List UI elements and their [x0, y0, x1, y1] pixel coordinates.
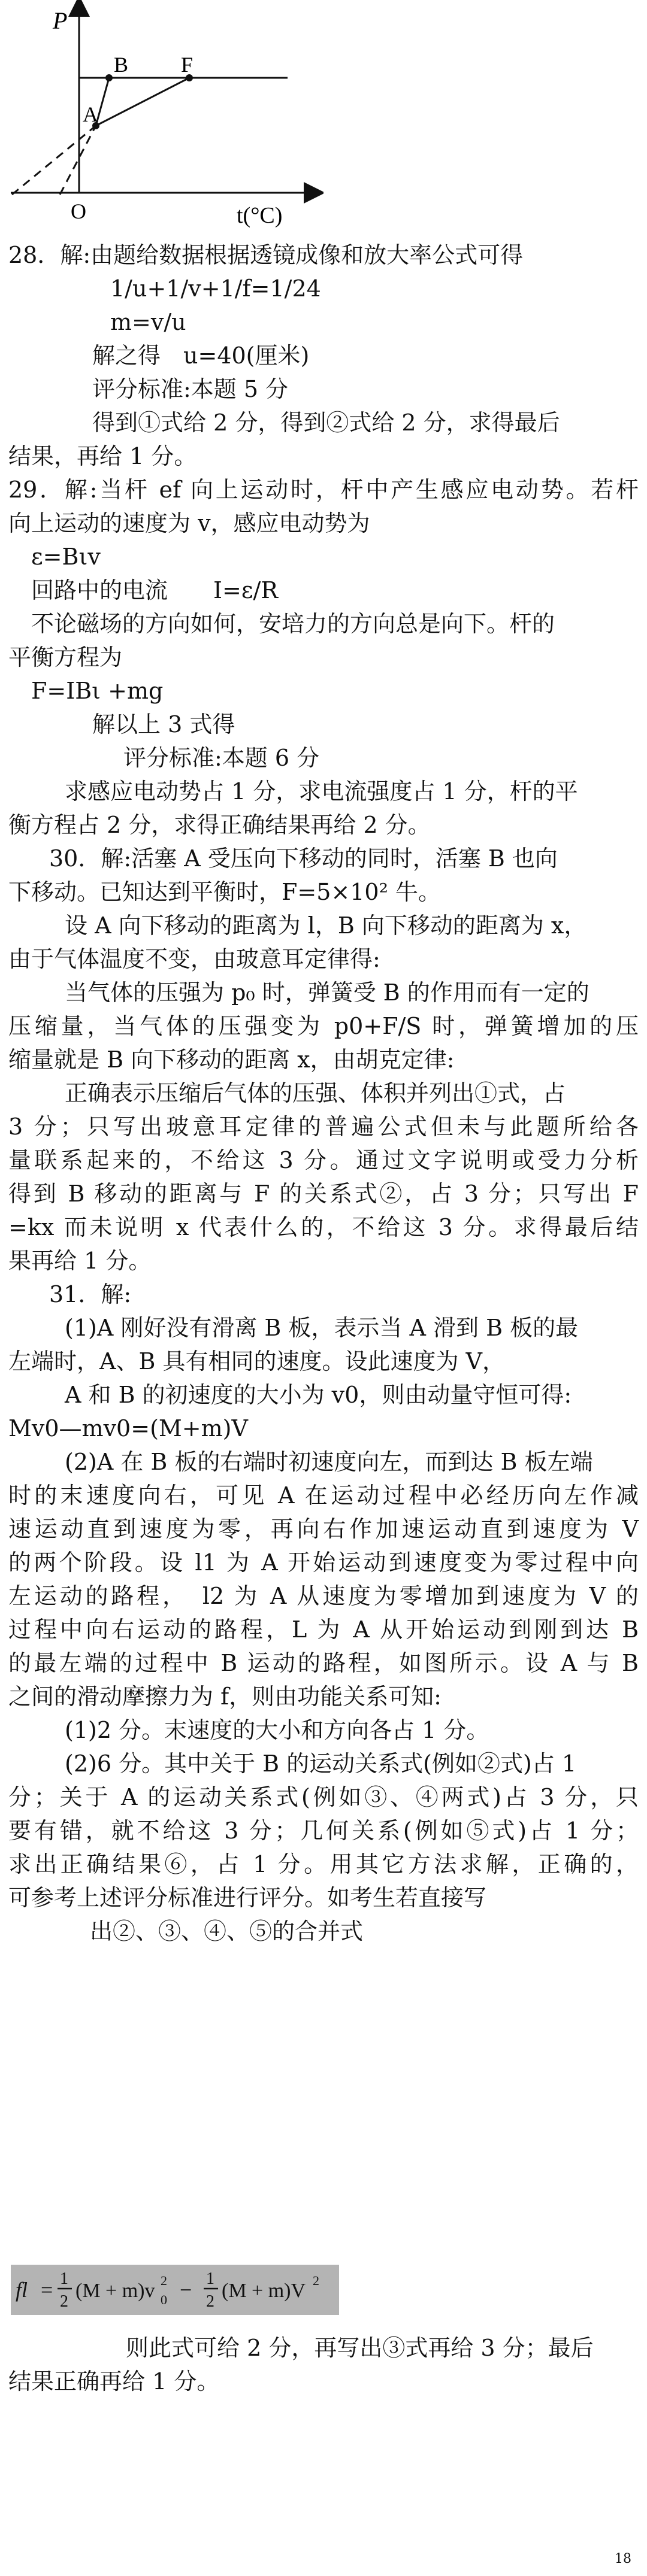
- problem-30-scoring-text: 量联系起来的，不给这 3 分。通过文字说明或受力分析: [8, 1147, 639, 1173]
- problem-29-balance-equation: F=IBι +mg: [31, 678, 164, 704]
- formula-superscript-2b: 2: [313, 2273, 319, 2288]
- problem-31-text: (1)A 刚好没有滑离 B 板，表示当 A 滑到 B 板的最: [65, 1315, 579, 1341]
- problem-28-heading: 28．解:由题给数据根据透镜成像和放大率公式可得: [8, 242, 524, 268]
- problem-30-scoring-text: =kx 而未说明 x 代表什么的，不给这 3 分。求得最后结: [8, 1214, 639, 1240]
- problem-30-text: 当气体的压强为 p₀ 时，弹簧受 B 的作用而有一定的: [65, 979, 589, 1006]
- pressure-temperature-graph: [0, 0, 324, 239]
- combined-formula-box: [11, 2265, 339, 2315]
- problem-30-text: 缩量就是 B 向下移动的距离 x，由胡克定律:: [8, 1046, 455, 1073]
- problem-31-scoring-text: (1)2 分。末速度的大小和方向各占 1 分。: [65, 1717, 489, 1743]
- problem-29-scoring-text: 求感应电动势占 1 分，求电流强度占 1 分，杆的平: [65, 778, 578, 805]
- problem-28-magnification: m=v/u: [110, 309, 186, 335]
- problem-30-text: 设 A 向下移动的距离为 l，B 向下移动的距离为 x，: [65, 912, 587, 939]
- problem-31-text: 的两个阶段。设 l1 为 A 开始运动到速度变为零过程中向: [8, 1549, 639, 1576]
- problem-30-text: 下移动。已知达到平衡时，F=5×10² 牛。: [8, 879, 441, 905]
- problem-31-text: 左端时，A、B 具有相同的速度。设此速度为 V，: [8, 1348, 505, 1375]
- problem-31-text: A 和 B 的初速度的大小为 v0，则由动量守恒可得:: [65, 1382, 572, 1408]
- problem-29-text: 向上运动的速度为 v，感应电动势为: [8, 510, 370, 536]
- problem-31-text: 时的末速度向右，可见 A 在运动过程中必经历向左作减: [8, 1482, 639, 1509]
- problem-31-final-text-end: 结果正确再给 1 分。: [8, 2368, 220, 2395]
- problem-31-text: 之间的滑动摩擦力为 f，则由功能关系可知:: [8, 1683, 442, 1710]
- problem-31-text: 速运动直到速度为零，再向右作加速运动直到速度为 V: [8, 1516, 639, 1542]
- problem-28-solution: 解之得 u=40(厘米): [92, 342, 310, 369]
- problem-30-scoring-text-end: 果再给 1 分。: [8, 1248, 152, 1274]
- y-axis-label: P: [53, 7, 68, 34]
- problem-31-momentum-equation: Mv0—mv0=(M+m)V: [8, 1415, 248, 1442]
- line-b-extension-dashed: [60, 126, 96, 195]
- problem-31-scoring-text: (2)6 分。其中关于 B 的运动关系式(例如②式)占 1: [65, 1750, 577, 1777]
- formula-equals: =: [41, 2278, 53, 2302]
- problem-31-scoring-text: 可参考上述评分标准进行评分。如考生若直接写: [8, 1885, 487, 1911]
- formula-half-1-numerator: 1: [60, 2269, 68, 2288]
- formula-term-2: (M + m)V: [222, 2280, 306, 2302]
- point-b-marker: [105, 74, 113, 81]
- problem-29-solution: 解以上 3 式得: [92, 711, 235, 738]
- point-f-label: F: [181, 53, 194, 77]
- line-a-to-f-dashed: [12, 126, 96, 195]
- problem-29-text: 平衡方程为: [8, 644, 123, 670]
- problem-29-text: 不论磁场的方向如何，安培力的方向总是向下。杆的: [31, 611, 555, 637]
- problem-30-text: 压缩量，当气体的压强变为 p0+F/S 时，弹簧增加的压: [8, 1013, 639, 1039]
- problem-31-scoring-text: 求出正确结果⑥，占 1 分。用其它方法求解，正确的，: [8, 1851, 639, 1877]
- point-b-label: B: [114, 53, 129, 77]
- problem-31-scoring-text: 要有错，就不给这 3 分；几何关系(例如⑤式)占 1 分；: [8, 1818, 639, 1844]
- point-a-label: A: [83, 102, 98, 126]
- problem-31-heading: 31．解:: [49, 1281, 132, 1307]
- problem-30-text: 由于气体温度不变，由玻意耳定律得:: [8, 946, 380, 972]
- problem-29-scoring-title: 评分标准:本题 6 分: [123, 745, 320, 771]
- problem-29-scoring-text-end: 衡方程占 2 分，求得正确结果再给 2 分。: [8, 812, 431, 838]
- page-number: 18: [615, 2551, 631, 2566]
- formula-term-1: (M + m)v: [75, 2280, 155, 2302]
- problem-31-text: 过程中向右运动的路程，L 为 A 从开始运动到刚到达 B: [8, 1616, 639, 1643]
- problem-31-text: (2)A 在 B 板的右端时初速度向左，而到达 B 板左端: [65, 1449, 593, 1475]
- formula-half-2-numerator: 1: [206, 2269, 214, 2288]
- problem-28-scoring-text-end: 结果，再给 1 分。: [8, 443, 197, 469]
- formula-half-1-denominator: 2: [60, 2292, 68, 2311]
- problem-30-heading: 30．解:活塞 A 受压向下移动的同时，活塞 B 也向: [49, 845, 558, 872]
- problem-29-current-equation: 回路中的电流 I=ε/R: [31, 577, 278, 603]
- problem-31-final-text: 则此式可给 2 分，再写出③式再给 3 分；最后: [126, 2335, 594, 2361]
- problem-31-text: 的最左端的过程中 B 运动的路程，如图所示。设 A 与 B: [8, 1650, 639, 1676]
- problem-29-heading: 29．解:当杆 ef 向上运动时，杆中产生感应电动势。若杆: [8, 477, 639, 503]
- problem-28-scoring-text: 得到①式给 2 分，得到②式给 2 分，求得最后: [92, 409, 560, 436]
- x-axis-label: t(°C): [237, 203, 283, 228]
- problem-30-scoring-text: 得到 B 移动的距离与 F 的关系式②，占 3 分；只写出 F: [8, 1181, 639, 1207]
- formula-half-2-denominator: 2: [206, 2292, 214, 2311]
- problem-29-emf-equation: ε=Bιv: [31, 544, 101, 570]
- problem-28-lens-equation: 1/u+1/v+1/f=1/24: [110, 275, 321, 302]
- combined-formula: [11, 2265, 339, 2315]
- formula-lhs: fl: [16, 2278, 28, 2302]
- formula-superscript-2a: 2: [161, 2273, 167, 2288]
- problem-30-scoring-text: 3 分；只写出玻意耳定律的普遍公式但未与此题所给各: [8, 1113, 639, 1140]
- problem-31-text: 左运动的路程， l2 为 A 从速度为零增加到速度为 V 的: [8, 1583, 639, 1609]
- problem-30-scoring-text: 正确表示压缩后气体的压强、体积并列出①式，占: [65, 1080, 566, 1106]
- problem-31-scoring-text: 分；关于 A 的运动关系式(例如③、④两式)占 3 分，只: [8, 1784, 639, 1810]
- origin-label: O: [71, 199, 86, 223]
- problem-28-scoring-title: 评分标准:本题 5 分: [92, 376, 289, 402]
- line-a-to-f: [96, 78, 189, 126]
- problem-31-scoring-text: 出②、③、④、⑤的合并式: [90, 1918, 364, 1944]
- formula-subscript-0: 0: [161, 2292, 167, 2307]
- formula-minus: −: [180, 2278, 192, 2302]
